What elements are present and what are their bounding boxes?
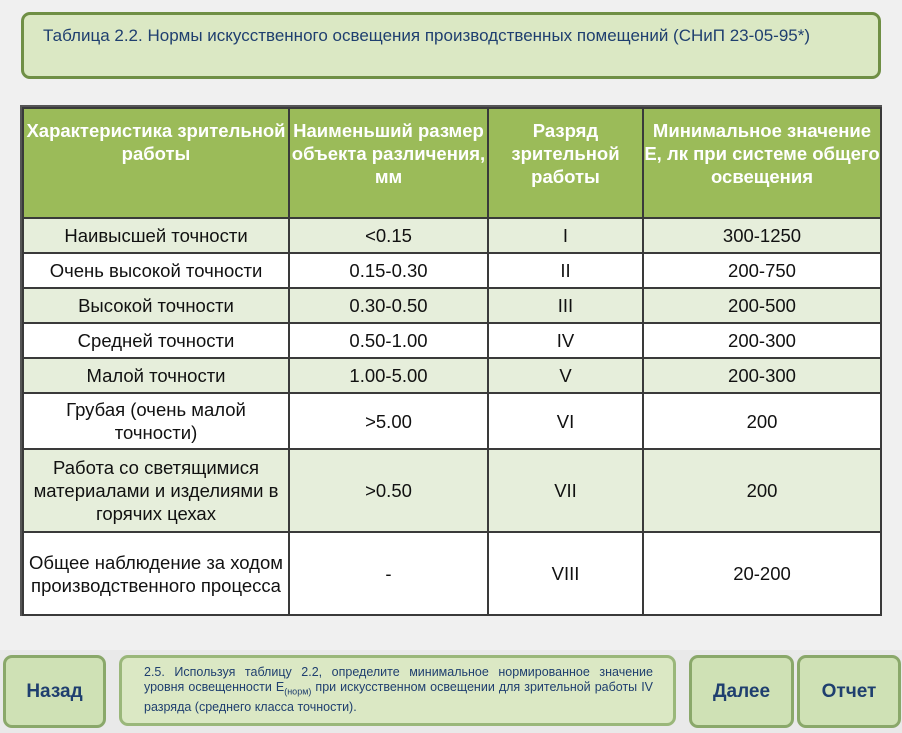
back-button-label: Назад — [26, 680, 83, 702]
table-caption — [21, 12, 881, 79]
cell-category: IV — [488, 323, 643, 358]
next-button-label: Далее — [712, 680, 771, 702]
cell-object-size: 0.30-0.50 — [289, 288, 488, 323]
cell-characteristic: Высокой точности — [23, 288, 289, 323]
table-row — [23, 288, 881, 323]
cell-category: II — [488, 253, 643, 288]
cell-object-size: 1.00-5.00 — [289, 358, 488, 393]
table-row — [23, 218, 881, 253]
cell-characteristic: Средней точности — [23, 323, 289, 358]
cell-category: VIII — [488, 532, 643, 615]
cell-object-size: - — [289, 532, 488, 615]
cell-illuminance: 200-300 — [643, 323, 881, 358]
cell-object-size: <0.15 — [289, 218, 488, 253]
cell-characteristic: Малой точности — [23, 358, 289, 393]
cell-category: III — [488, 288, 643, 323]
cell-object-size: 0.50-1.00 — [289, 323, 488, 358]
table-row — [23, 449, 881, 532]
report-button[interactable] — [797, 655, 901, 728]
cell-characteristic: Грубая (очень малой точности) — [23, 393, 289, 449]
task-text-subscript: (норм) — [284, 686, 312, 697]
table-row — [23, 323, 881, 358]
cell-characteristic: Очень высокой точности — [23, 253, 289, 288]
task-text-after: при искусственном освещении для зрительной работы IV разряда (среднего класса точности). — [144, 680, 653, 714]
cell-category: I — [488, 218, 643, 253]
table-row — [23, 393, 881, 449]
table-caption-text: Таблица 2.2. Нормы искусственного освещения производственных помещений (СНиП 23-05-95*) — [43, 26, 811, 45]
table-header-row — [23, 108, 881, 218]
table-row — [23, 358, 881, 393]
task-text-before: 2.5. Используя таблицу 2.2, определите минимальное нормированное значение уровня освещенности Е — [144, 665, 653, 694]
table-row — [23, 532, 881, 615]
cell-object-size: 0.15-0.30 — [289, 253, 488, 288]
back-button[interactable] — [3, 655, 106, 728]
cell-characteristic: Работа со светящимися материалами и изделиями в горячих цехах — [23, 449, 289, 532]
task-instructions — [119, 655, 676, 726]
cell-illuminance: 200 — [643, 393, 881, 449]
report-button-label: Отчет — [821, 680, 877, 702]
cell-category: VII — [488, 449, 643, 532]
next-button[interactable] — [689, 655, 794, 728]
header-object-size: Наименьший размер объекта различения, мм — [289, 108, 488, 218]
header-work-category: Разряд зрительной работы — [488, 108, 643, 218]
cell-illuminance: 300-1250 — [643, 218, 881, 253]
lighting-norms-table-container — [20, 105, 882, 616]
table-row — [23, 253, 881, 288]
cell-characteristic: Наивысшей точности — [23, 218, 289, 253]
cell-illuminance: 20-200 — [643, 532, 881, 615]
cell-object-size: >0.50 — [289, 449, 488, 532]
cell-object-size: >5.00 — [289, 393, 488, 449]
cell-illuminance: 200-300 — [643, 358, 881, 393]
cell-illuminance: 200-750 — [643, 253, 881, 288]
cell-category: V — [488, 358, 643, 393]
cell-illuminance: 200 — [643, 449, 881, 532]
lighting-norms-table — [22, 107, 882, 616]
cell-illuminance: 200-500 — [643, 288, 881, 323]
cell-category: VI — [488, 393, 643, 449]
cell-characteristic: Общее наблюдение за ходом производственного процесса — [23, 532, 289, 615]
header-work-characteristic: Характеристика зрительной работы — [23, 108, 289, 218]
header-min-illuminance: Минимальное значение Е, лк при системе общего освещения — [643, 108, 881, 218]
